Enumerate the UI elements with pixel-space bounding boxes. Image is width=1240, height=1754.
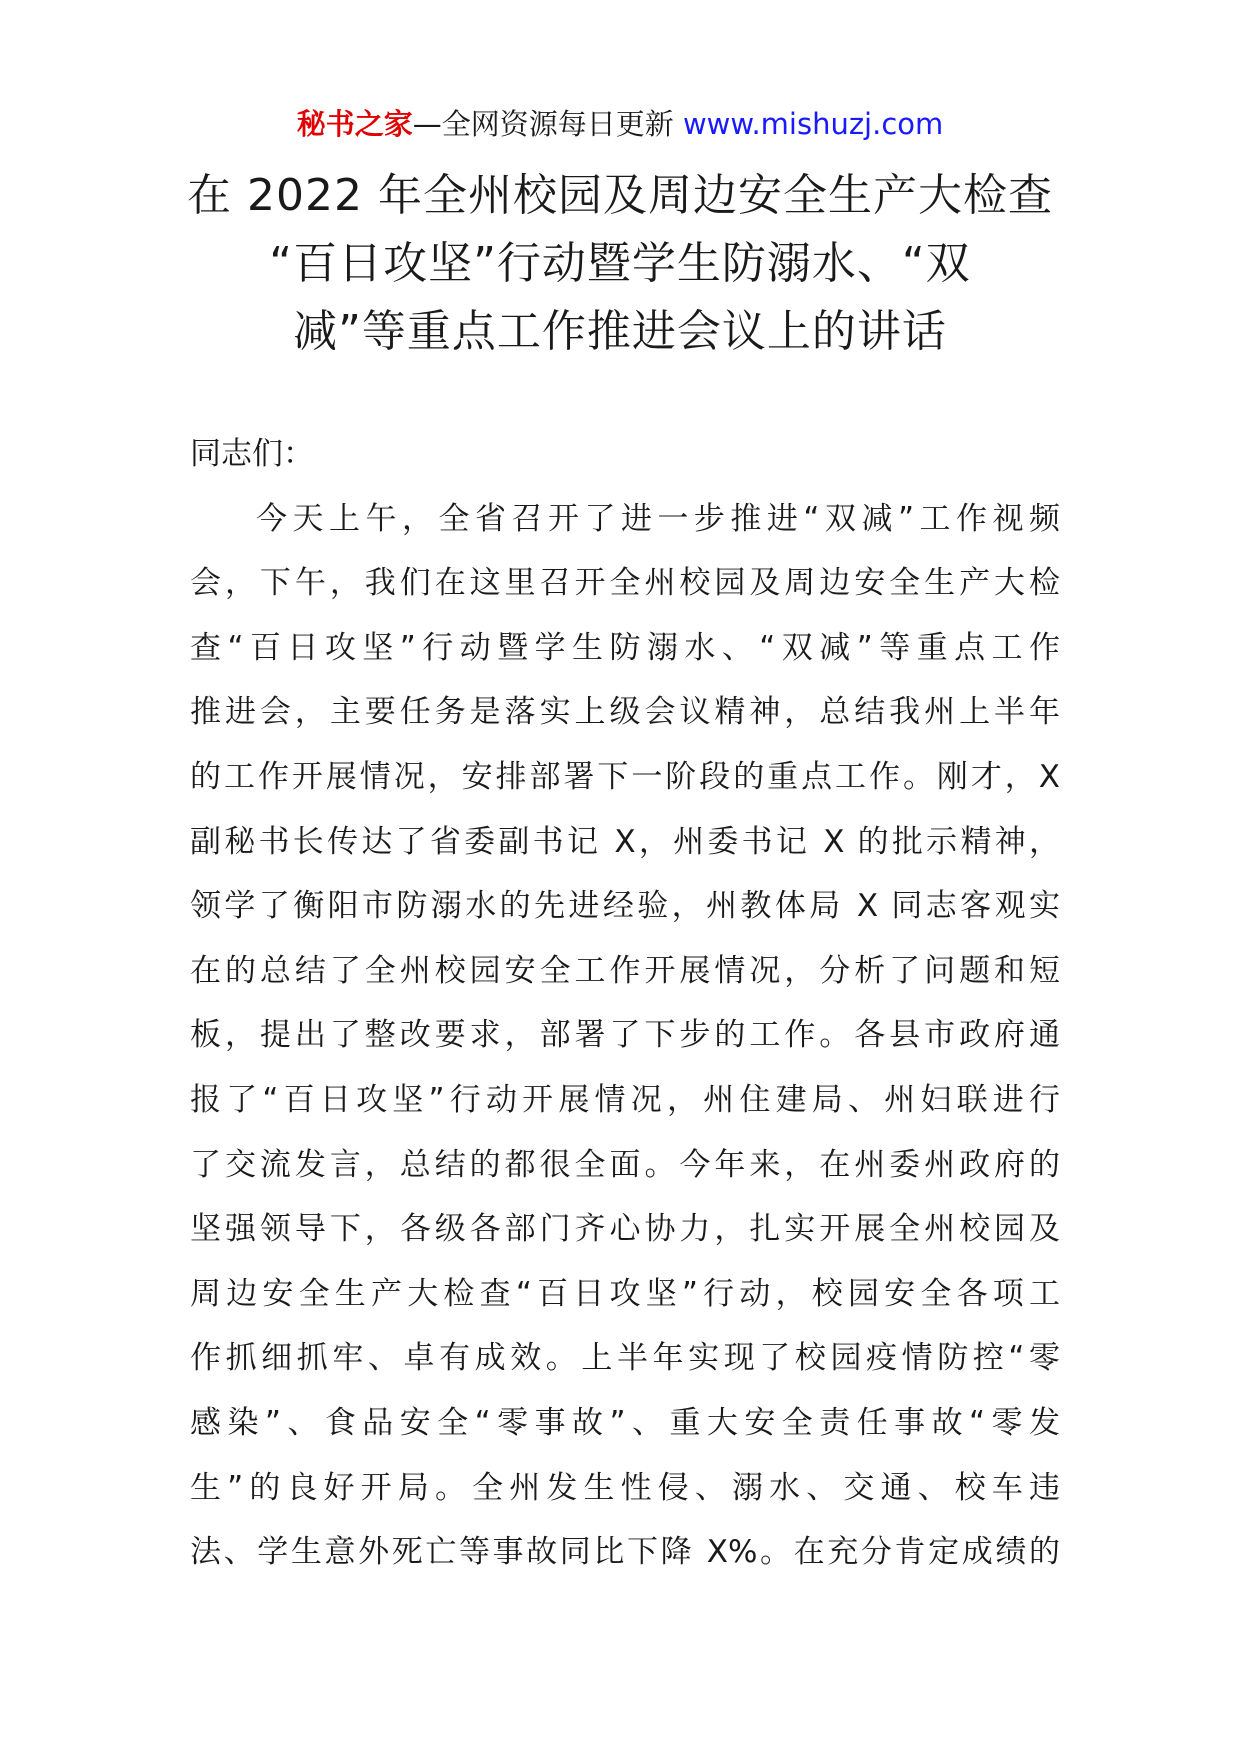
paragraph-line: 在的总结了全州校园安全工作开展情况，分析了问题和短 [190, 952, 1060, 989]
site-banner [0, 104, 1240, 144]
paragraph-line: 感染”、食品安全“零事故”、重大安全责任事故“零发 [190, 1404, 1060, 1441]
banner-slogan: —全网资源每日更新 [412, 107, 674, 141]
paragraph-line: 作抓细抓牢、卓有成效。上半年实现了校园疫情防控“零 [190, 1340, 1060, 1377]
paragraph-line: 生”的良好开局。全州发生性侵、溺水、交通、校车违 [190, 1469, 1060, 1506]
paragraph-line: 报了“百日攻坚”行动开展情况，州住建局、州妇联进行 [190, 1081, 1060, 1118]
title-line: 减”等重点工作推进会议上的讲话 [293, 306, 947, 357]
paragraph-line: 法、学生意外死亡等事故同比下降 X%。在充分肯定成绩的 [190, 1534, 1060, 1571]
brand-name: 秘书之家 [296, 107, 413, 141]
paragraph-line: 的工作开展情况，安排部署下一阶段的重点工作。刚才，X [190, 758, 1060, 795]
paragraph-line: 查“百日攻坚”行动暨学生防溺水、“双减”等重点工作 [190, 629, 1060, 666]
paragraph-line: 板，提出了整改要求，部署了下步的工作。各县市政府通 [190, 1017, 1060, 1054]
paragraph-line: 今天上午，全省召开了进一步推进“双减”工作视频 [256, 500, 1060, 537]
paragraph-line: 了交流发言，总结的都很全面。今年来，在州委州政府的 [190, 1146, 1060, 1183]
paragraph-line: 周边安全生产大检查“百日攻坚”行动，校园安全各项工 [190, 1275, 1060, 1312]
paragraph-line: 推进会，主要任务是落实上级会议精神，总结我州上半年 [190, 694, 1060, 731]
speech-body [190, 422, 1060, 1585]
opening-paragraph [190, 487, 1060, 1585]
document-title [170, 162, 1070, 366]
paragraph-line: 坚强领导下，各级各部门齐心协力，扎实开展全州校园及 [190, 1211, 1060, 1248]
paragraph-line: 会，下午，我们在这里召开全州校园及周边安全生产大检 [190, 565, 1060, 602]
paragraph-line: 领学了衡阳市防溺水的先进经验，州教体局 X 同志客观实 [190, 888, 1060, 925]
title-line: “百日攻坚”行动暨学生防溺水、“双 [269, 238, 971, 289]
site-url-link[interactable]: www.mishuzj.com [682, 107, 944, 141]
title-line: 在 2022 年全州校园及周边安全生产大检查 [187, 170, 1053, 221]
paragraph-line: 副秘书长传达了省委副书记 X，州委书记 X 的批示精神， [190, 823, 1060, 860]
salutation: 同志们： [190, 436, 314, 472]
